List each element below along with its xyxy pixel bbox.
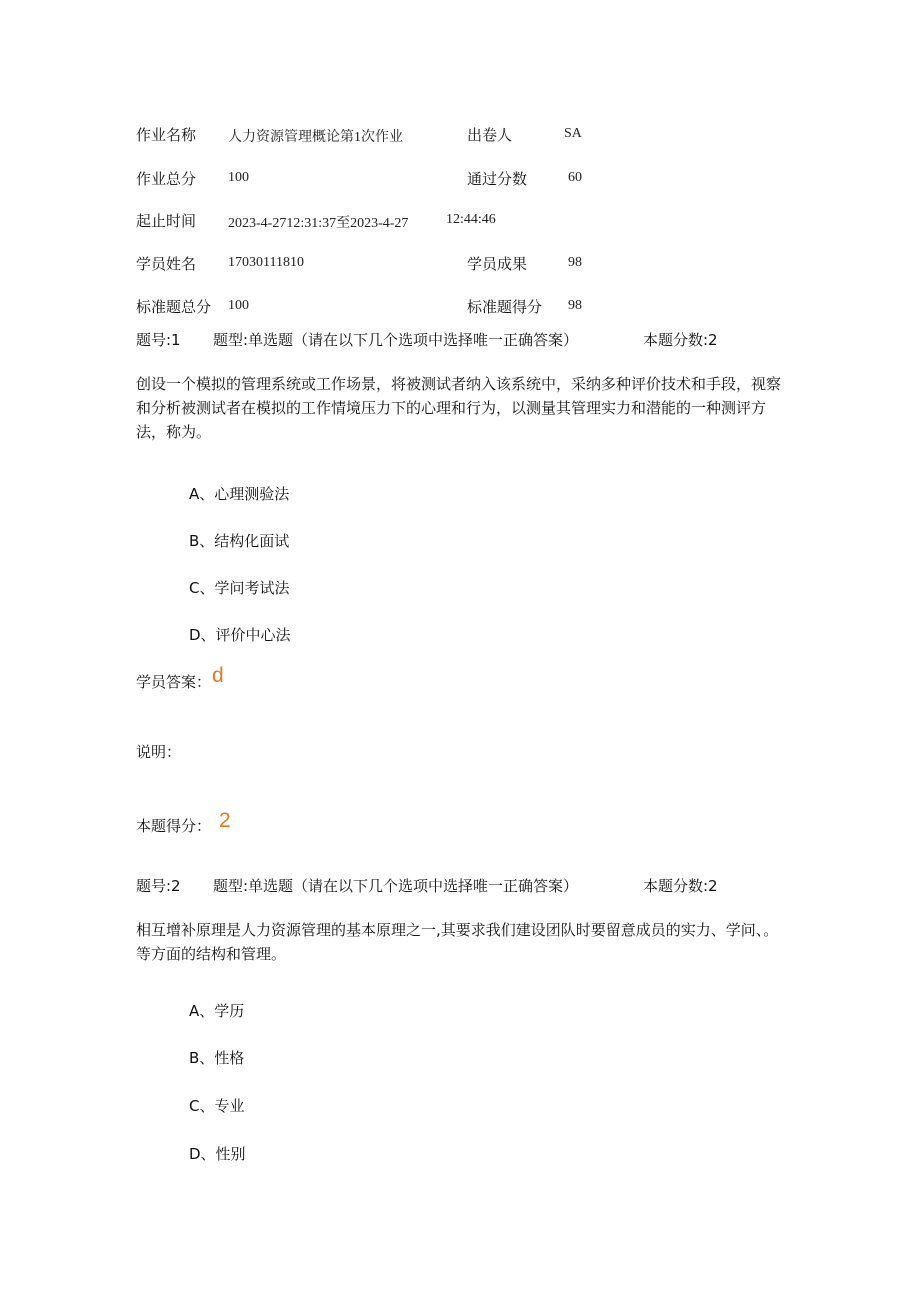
option-b: B、结构化面试	[189, 532, 290, 550]
option-a: A、心理测验法	[189, 485, 290, 503]
assignment-name-value: 人力资源管理概论第1次作业	[228, 130, 403, 145]
student-answer: d	[212, 664, 224, 687]
student-name-label: 学员姓名	[136, 255, 197, 273]
question-score-label: 本题得分：	[136, 817, 212, 835]
author-value: SA	[564, 126, 582, 141]
option-d: D、评价中心法	[189, 626, 291, 644]
pass-score-value: 60	[568, 170, 582, 185]
std-score-value: 98	[568, 298, 582, 313]
std-total-label: 标准题总分	[136, 298, 212, 316]
question-number: 题号:2	[136, 877, 181, 895]
author-label: 出卷人	[467, 126, 513, 144]
option-c: C、学问考试法	[189, 579, 290, 597]
question-score-value: 2	[219, 809, 231, 832]
student-name-value: 17030111810	[228, 255, 304, 270]
question-text: 创设一个模拟的管理系统或工作场景，将被测试者纳入该系统中，采纳多种评价技术和手段，视察和分析被测试者在模拟的工作情境压力下的心理和行为，以测量其管理实力和潜能的一种测评方法，称为。	[136, 375, 782, 441]
total-score-value: 100	[228, 170, 249, 185]
student-result-label: 学员成果	[467, 255, 528, 273]
std-total-value: 100	[228, 298, 249, 313]
answer-label: 学员答案：	[136, 673, 212, 691]
question-type: 题型:单选题（请在以下几个选项中选择唯一正确答案）	[213, 877, 579, 895]
pass-score-label: 通过分数	[467, 170, 528, 188]
option-c: C、专业	[189, 1097, 245, 1115]
total-score-label: 作业总分	[136, 170, 197, 188]
option-d: D、性别	[189, 1145, 246, 1163]
time-end-value: 12:44:46	[446, 212, 496, 227]
option-a: A、学历	[189, 1002, 245, 1020]
std-score-label: 标准题得分	[467, 298, 543, 316]
question-type: 题型:单选题（请在以下几个选项中选择唯一正确答案）	[213, 331, 579, 349]
question-text: 相互增补原理是人力资源管理的基本原理之一,其要求我们建设团队时要留意成员的实力、学问、。等方面的结构和管理。	[136, 921, 779, 963]
time-start-value: 2023-4-2712:31:37至2023-4-27	[228, 216, 409, 231]
question-points: 本题分数:2	[643, 331, 718, 349]
option-b: B、性格	[189, 1049, 245, 1067]
note-label: 说明：	[136, 743, 182, 761]
assignment-name-label: 作业名称	[136, 126, 197, 144]
question-number: 题号:1	[136, 331, 181, 349]
time-label: 起止时间	[136, 212, 197, 230]
question-points: 本题分数:2	[643, 877, 718, 895]
student-result-value: 98	[568, 255, 582, 270]
